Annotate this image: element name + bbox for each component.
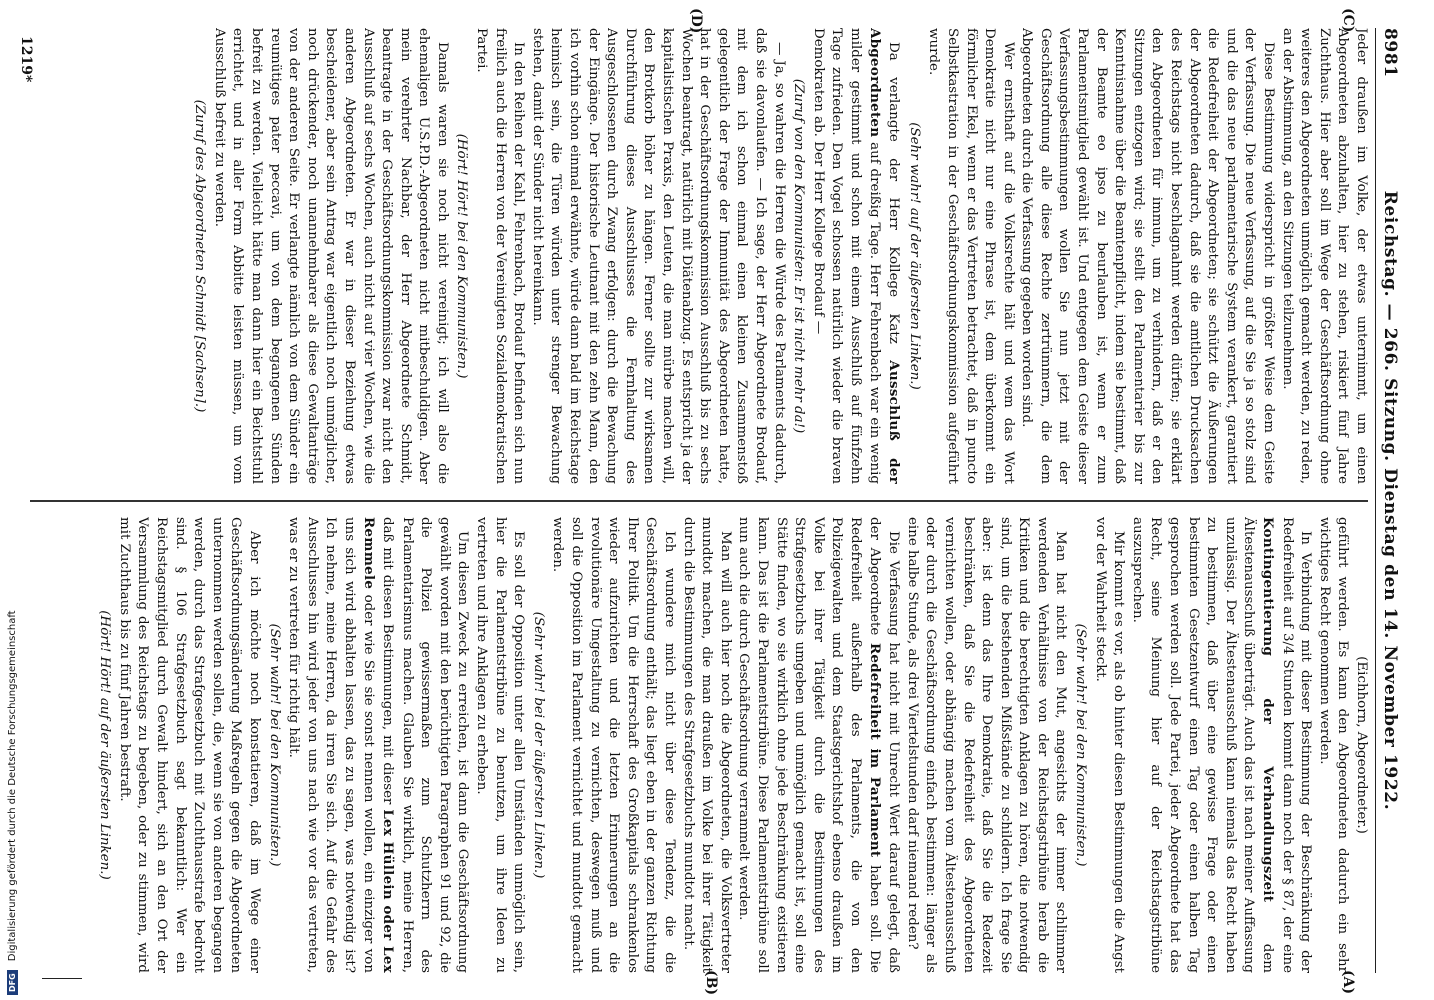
header-page-number: 8981 — [1380, 28, 1400, 78]
remark: (Hört! Hört! bei den Kommunisten.) — [454, 133, 470, 379]
paragraph — [1127, 517, 1314, 973]
remark: (Sehr wahr! bei der äußersten Linken.) — [530, 611, 546, 879]
column-left-page — [18, 517, 1370, 973]
margin-marker-c: (C) — [1340, 8, 1356, 33]
paragraph — [284, 517, 472, 973]
page-header — [1378, 28, 1400, 973]
emphasis: Kontingentierung der Verhandlungszeit — [1260, 517, 1277, 903]
dfg-logo: DFG — [7, 970, 18, 995]
text: haben soll. Die Redefreiheit außerhalb des Parlaments, die von den Polizeigewalten und dem Staatsgerichtshof ebenso draußen im Volke bei ihrer Tätigkeit durch die Bestimmungen des Strafgesetzbuchs umgeben und unmöglich gemacht ist, soll eine Stätte finden, wo sie wirklich ohne jede Beschränkung existieren kann. Das ist die Parlamentstribüne. Diese Parlamentstribüne soll nun auch die durch Geschäftsordnung verrammelt werden. — [736, 517, 882, 973]
remark: (Sehr wahr! bei den Kommunisten.) — [266, 623, 282, 867]
paragraph: — Ja, so wahren die Herren die Würde des Parlaments dadurch, daß sie davonlaufen. — Ich sage, der Herr Abgeordnete Brodauf, mit dem ich schon einmal einen kleinen Zusammenstoß gelegentlich der Frage der Immunität des Abgeordneten hatte, hat in der Geschäftsordnungskommission Ausschluß bis zu sechs Wochen beantragt, natürlich mit Diätenabzug. Es entspricht ja der kapitalistischen Praxis, den Leuten, die man mürbe machen will, den Brotkorb höher zu hängen. Ferner sollte zur wirksamen Durchführung dieses Ausschlusses die Fernhaltung des Ausgeschlossenen durch Zwang erfolgen: durch die Bewachung der Eingänge. Der historische Leutnant mit den zehn Mann, den ich vorhin schon einmal erwähnte, würde dann bald im Reichstage heimisch sein, die Türen würden unter strenger Bewachung stehen, damit der Sünder nicht hereinkann. — [529, 28, 787, 484]
header-title: Reichstag. — 266. Sitzung. Dienstag den 14. November 1922. — [1380, 190, 1400, 811]
column-right-page — [18, 28, 1370, 484]
paragraph: Jeder draußen im Volke, der etwas unternimmt, um einen Abgeordneten abzuhalten, hier zu stehen, riskiert fünf Jahre Zuchthaus. Hier aber soll im Wege der Geschäftsordnung ohne weiteres den Abgeordneten unmöglich gemacht werden, zu reden, an der Abstimmung, an den Sitzungen teilzunehmen. — [1279, 28, 1369, 484]
margin-marker-b: (B) — [703, 970, 719, 996]
remark: (Sehr wahr! auf der äußersten Linken.) — [906, 122, 922, 390]
remark: (Sehr wahr! bei den Kommunisten.) — [1073, 623, 1089, 867]
text: oder wie Sie sie sonst nennen wollen, ein einziger von uns sich wird abhalten lassen, das zu sagen, was notwendig ist? Ich nehme, meine Herren, da irren Sie sich. Auf die Gefahr des Ausschlusses hin wird jeder von uns nach wie vor das vertreten, was er zu vertreten für richtig hält. — [286, 517, 376, 973]
text: dem Ältestenausschuß überträgt. Auch das ist nach meiner Auffassung unzulässig. Der Ältestenausschuß kann niemals das Recht haben zu bestimmen, daß über eine gewisse Frage oder einen bestimmten Gesetzentwurf einen Tag oder einen halben Tag gesprochen werden soll. Jede Partei, jeder Abgeordnete hat das Recht, seine Meinung hier auf der Reichstagstribüne auszusprechen. — [1129, 517, 1276, 973]
margin-marker-a: (A) — [1340, 970, 1356, 995]
digitization-text: Digitalisierung gefördert durch die Deutsche Forschungsgemeinschaft — [7, 610, 18, 962]
text: auf dreißig Tage. Herr Fehrenbach war ein wenig milder gestimmt und schon mit einem Ausschluß auf fünfzehn Tage zufrieden. Den Vogel schossen natürlich wieder die braven Demokraten ab. Der Herr Kollege Brodauf — — [810, 28, 882, 484]
margin-marker-d: (D) — [688, 8, 704, 34]
remark: (Hört! Hört! auf der äußersten Linken.) — [97, 610, 113, 880]
remark: (Zuruf des Abgeordneten Schmidt [Sachsen].) — [192, 99, 208, 413]
paragraph: geführt werden. Es kann den Abgeordneten dadurch ein sehr wichtiges Recht genommen werden. — [1316, 517, 1351, 973]
paragraph: Damals waren sie noch nicht vereinigt; ich will also die ehemaligen U.S.P.D.-Abgeordneten nicht mitbeschuldigen. Aber mein verehrter Nachbar, der Herr Abgeordnete Schmidt, beantragte in der Geschäftsordnungskommission zwar nicht den Ausschluß auf sechs Wochen, auch nicht auf vier Wochen, wie die anderen Abgeordneten. Er war in dieser Beziehung etwas bescheidener, aber sein Antrag war eigentlich noch unmöglicher, noch drückender, noch unannehmbarer als diese Gewaltanträge von der anderen Seite. Er verlangte nämlich von dem Sünder ein reumütiges pater peccavi, um von dem begangenen Sünden befreit zu werden. Vielleicht hätte man dann hier ein Beichtstuhl errichtet, und in aller Form Abbitte leisten müssen, um vom Ausschluß befreit zu werden. — [211, 28, 450, 484]
remark: (Zuruf von den Kommunisten: Er ist nicht mehr da!) — [791, 78, 807, 434]
paragraph: Man hat nicht den Mut, angesichts der immer schlimmer werdenden Verhältnisse von der Reichstagstribüne herab die Kritiken und die berechtigten Anklagen zu hören, die notwendig sind, um die bestehenden Mißstände zu schildern. Ich frage Sie aber: ist denn das Ihre Demokratie, daß Sie die Redezeit beschränken, daß Sie die Redefreiheit des Abgeordneten vernichten wollen, oder abhängig machen vom Ältestenausschuß oder durch die Geschäftsordnung einfach bestimmen: länger als eine halbe Stunde, als drei Viertelstunden darf niemand reden? — [904, 517, 1069, 973]
paragraph: In den Reihen der Kahl, Fehrenbach, Brodauf befinden sich nun freilich auch die Herren von der Vereinigten Sozialdemokratischen Partei. — [474, 28, 527, 484]
speaker-line: (Eichhorn, Abgeordneter.) — [1354, 656, 1369, 834]
text: Da verlangte der Herr Kollege Katz — [886, 42, 902, 344]
paragraph: Man will auch hier noch die Abgeordneten, die Volksvertreter mundtot machen, die man draußen im Volke bei ihrer Tätigkeit durch die Bestimmungen des Strafgesetzbuchs mundtot macht. — [680, 517, 733, 973]
emphasis: Redefreiheit im Parlament — [866, 643, 883, 858]
paragraph: Diese Bestimmung widerspricht in größter Weise dem Geiste der Verfassung. Die neue Verfassung, auf die Sie ja so stolz sind und die das neue parlamentarische System verankert, garantiert die Redefreiheit der Abgeordneten; sie schützt die Äußerungen der Abgeordneten dadurch, daß sie die amtlichen Drucksachen des Reichstags nicht beschlagnahmt werden dürfen; sie erklärt den Abgeordneten für immun, um zu verhindern, daß er den Sitzungen entzogen wird; sie stellt den Parlamentarier bis zur Kenntnisnahme über die Beamtenpflicht, indem sie bestimmt, daß der Beamte eo ipso zu beurlauben ist, wenn er zum Parlamentsmitglied gewählt ist. Und entgegen dem Geiste dieser Verfassungsbestimmungen wollen Sie nun jetzt mit der Geschäftsordnung alle diese Rechte zertrümmern, die dem Abgeordneten durch die Verfassung gegeben worden sind. — [1019, 28, 1277, 484]
footer-page-number: 1219* — [18, 36, 34, 83]
text: Die Verfassung hat nicht mit Unrecht Wert darauf gelegt, daß der Abgeordnete — [866, 517, 902, 973]
paragraph: Mir kommt es vor, als ob hinter diesen Bestimmungen die Angst vor der Wahrheit steckt. — [1092, 517, 1127, 973]
footer-rule — [42, 978, 82, 979]
paragraph — [734, 517, 902, 973]
paragraph: Aber ich möchte noch konstatieren, daß im Wege einer Geschäftsordnungsänderung Maßregeln gegen die Abgeordneten unternommen werden sollen, die, wenn sie von anderen begangen werden, durch das Strafgesetzbuch mit Zuchthausstrafe bedroht sind. § 106 Strafgesetzbuch sagt bekanntlich: Wer ein Reichstagsmitglied durch Gewalt hindert, sich an den Ort der Versammlung des Reichstags zu begeben, oder zu stimmen, wird mit Zuchthaus bis zu fünf Jahren bestraft. — [116, 517, 262, 973]
paragraph: Es soll der Opposition unter allen Umständen unmöglich sein, hier die Parlamentstribüne zu benutzen, um ihre Ideen zu vertreten und ihre Anklagen zu erheben. — [474, 517, 527, 973]
digitization-credit — [2, 15, 26, 995]
paragraph: Wer ernsthaft auf die Volksrechte hält und wem das Wort Demokratie nicht nur eine Phrase ist, dem überkommt ein förmlicher Ekel, wenn er das Vertreten betrachtet, daß in puncto Selbstkastration in der Geschäftsordnungskommission aufgeführt wurde. — [926, 28, 1016, 484]
text: In Verbindung mit dieser Bestimmung der Beschränkung der Redefreiheit auf 3/4 Stunden kommt dann noch der § 87, der eine — [1279, 517, 1314, 973]
header-rule — [1375, 28, 1376, 973]
emphasis: Lex Hüllein oder Lex Remmele — [360, 517, 397, 973]
digitization-strip — [0, 0, 30, 1000]
column-divider — [30, 500, 1368, 502]
emphasis: Ausschluß der Abgeordneten — [866, 28, 903, 484]
paragraph — [808, 28, 903, 484]
text: Um diesen Zweck zu erreichen, ist dann die Geschäftsordnung gewählt worden mit den berüchtigten Paragraphen 91 und 92, die die Polizei gewissermaßen zum Schutzherrn des Parlamentarismus machen. Glauben Sie wirklich, meine Herren, daß mit diesen Bestimmungen, mit dieser — [380, 517, 471, 973]
paragraph: Ich wundere mich nicht über diese Tendenz, die die Geschäftsordnung enthält; das liegt eben in der ganzen Richtung Ihrer Politik. Um die Herrschaft des Großkapitals schrankenlos wieder aufzurichten und die letzten Erinnerungen an die revolutionäre Umgestaltung zu vernichten, deswegen muß und soll die Opposition im Parlament vernichtet und mundtot gemacht werden. — [550, 517, 678, 973]
